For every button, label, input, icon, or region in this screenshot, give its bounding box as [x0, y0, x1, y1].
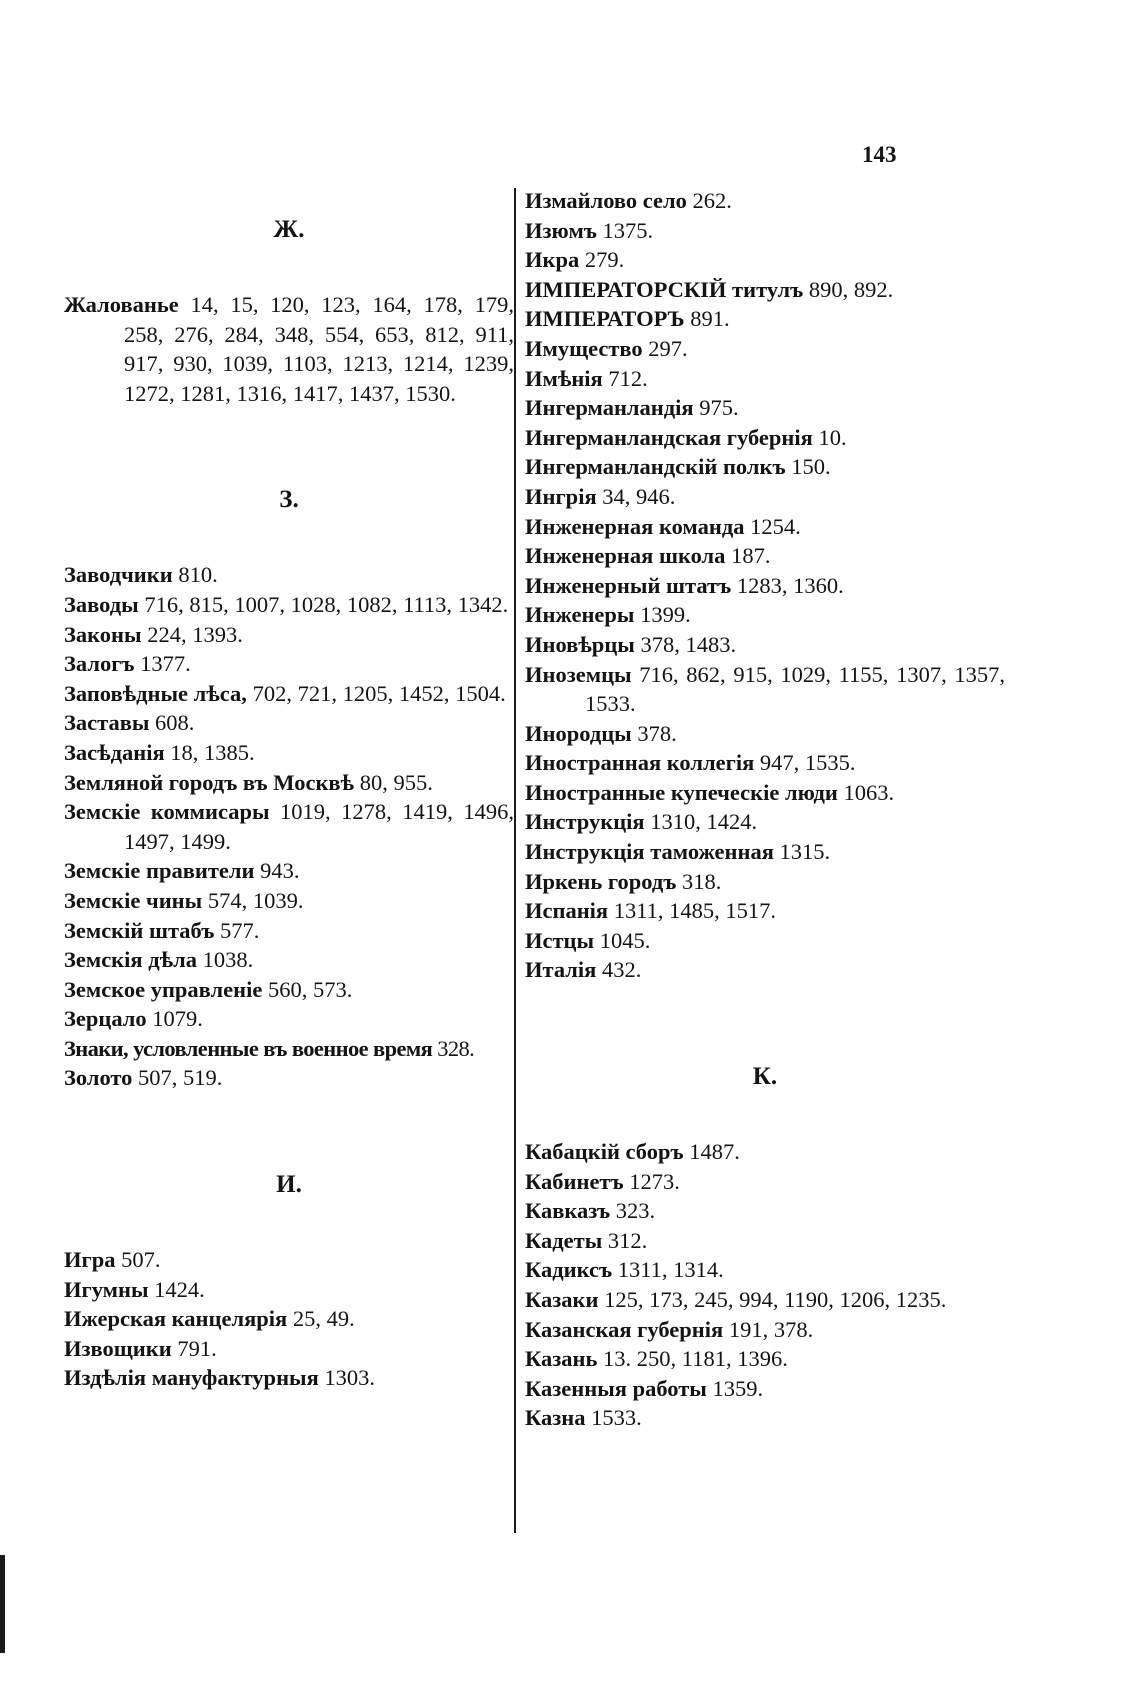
index-entry: Игумны 1424.	[64, 1276, 205, 1302]
index-entry: Кавказъ 323.	[525, 1198, 656, 1224]
index-entry: Имѣнія 712.	[525, 365, 648, 391]
index-entry: Ингерманландскій полкъ 150.	[525, 454, 831, 480]
index-entry: Иновѣрцы 378, 1483.	[525, 631, 737, 657]
index-entry: Земляной городъ въ Москвѣ 80, 955.	[64, 769, 433, 795]
index-entry: Заводы 716, 815, 1007, 1028, 1082, 1113, 1342.	[64, 591, 509, 617]
index-entry: Имущество 297.	[525, 335, 688, 361]
index-entry: Засѣданія 18, 1385.	[64, 739, 255, 765]
index-entry: Инженеры 1399.	[525, 602, 691, 628]
index-entry: Икра 279.	[525, 247, 625, 273]
section-letter-i: И.	[276, 1171, 302, 1199]
index-entry: Инженерная школа 187.	[525, 543, 771, 569]
index-entry: Ингерманландія 975.	[525, 395, 739, 421]
section-letter-ze: З.	[279, 486, 299, 514]
index-entry: Земское управленіе 560, 573.	[64, 976, 353, 1002]
index-entry: Ижерская канцелярія 25, 49.	[64, 1306, 355, 1332]
index-entry: Зерцало 1079.	[64, 1006, 203, 1032]
index-entry: Кабацкій сборъ 1487.	[525, 1139, 740, 1165]
section-letter-ka: К.	[752, 1063, 778, 1091]
index-entry: Извощики 791.	[64, 1335, 217, 1361]
index-entry: Ингерманландская губернія 10.	[525, 424, 847, 450]
index-entry: Инженерный штатъ 1283, 1360.	[525, 572, 844, 598]
index-entry: Кадеты 312.	[525, 1227, 648, 1253]
index-entry: Инструкція таможенная 1315.	[525, 839, 831, 865]
index-entry: Казаки 125, 173, 245, 994, 1190, 1206, 1235.	[525, 1287, 947, 1312]
index-entry: ИМПЕРАТОРСКІЙ титулъ 890, 892.	[525, 276, 894, 302]
index-entry: Инородцы 378.	[525, 720, 677, 746]
index-entry: Инструкція 1310, 1424.	[525, 809, 758, 835]
index-entry: Золото 507, 519.	[64, 1065, 223, 1091]
index-entry: Истцы 1045.	[525, 927, 651, 953]
index-entry: Заповѣдные лѣса, 702, 721, 1205, 1452, 1504.	[64, 680, 506, 706]
index-entry: Земскіе правители 943.	[64, 858, 300, 884]
index-entry: Земскіе чины 574, 1039.	[64, 887, 304, 913]
index-entry: ИМПЕРАТОРЪ 891.	[525, 306, 730, 332]
index-entry: Заводчики 810.	[64, 562, 218, 588]
index-entry: Иркень городъ 318.	[525, 868, 722, 894]
index-entry: Казна 1533.	[525, 1405, 642, 1431]
index-entry: Кабинетъ 1273.	[525, 1168, 680, 1194]
index-entry: Иностранные купеческіе люди 1063.	[525, 779, 895, 805]
index-entry: Кадиксъ 1311, 1314.	[525, 1257, 724, 1283]
section-letter-zhe: Ж.	[273, 216, 305, 243]
right-column	[525, 186, 1005, 1433]
index-entry: Земскій штабъ 577.	[64, 917, 260, 943]
index-entry: Измайлово село 262.	[525, 188, 732, 213]
index-entry: Знаки, условленные въ военное время 328.	[64, 1035, 475, 1061]
index-entry: Казанская губернія 191, 378.	[525, 1316, 814, 1342]
index-entry: Земскія дѣла 1038.	[64, 947, 254, 973]
index-entry: Земскіе коммисары 1019, 1278, 1419, 1496, 1497, 1499.	[64, 799, 514, 854]
left-column	[64, 186, 514, 1393]
index-entry: Инженерная команда 1254.	[525, 513, 801, 539]
index-entry: Иностранная коллегія 947, 1535.	[525, 750, 856, 776]
index-entry: Ингрія 34, 946.	[525, 483, 676, 509]
page-number: 143	[862, 142, 897, 167]
index-entry: Испанія 1311, 1485, 1517.	[525, 898, 777, 924]
index-entry: Заставы 608.	[64, 710, 195, 736]
column-divider	[514, 188, 516, 1533]
index-entry: Издѣлія мануфактурныя 1303.	[64, 1365, 376, 1391]
index-entry: Казань 13. 250, 1181, 1396.	[525, 1346, 788, 1372]
index-entry: Казенныя работы 1359.	[525, 1375, 764, 1401]
index-entry: Изюмъ 1375.	[525, 217, 654, 243]
index-entry: Италія 432.	[525, 957, 642, 983]
index-entry: Залогъ 1377.	[64, 651, 191, 677]
page-edge-mark	[0, 1555, 5, 1653]
index-entry: Законы 224, 1393.	[64, 621, 243, 647]
index-entry: Жалованье 14, 15, 120, 123, 164, 178, 179, 258, 276, 284, 348, 554, 653, 812, 911, 917, 930, 1039, 1103, 1213, 1214, 1239, 1272, 1281, 1316, 1417, 1437, 1530.	[64, 292, 515, 406]
index-entry: Иноземцы 716, 862, 915, 1029, 1155, 1307, 1357, 1533.	[525, 661, 1005, 717]
index-entry: Игра 507.	[64, 1247, 161, 1273]
